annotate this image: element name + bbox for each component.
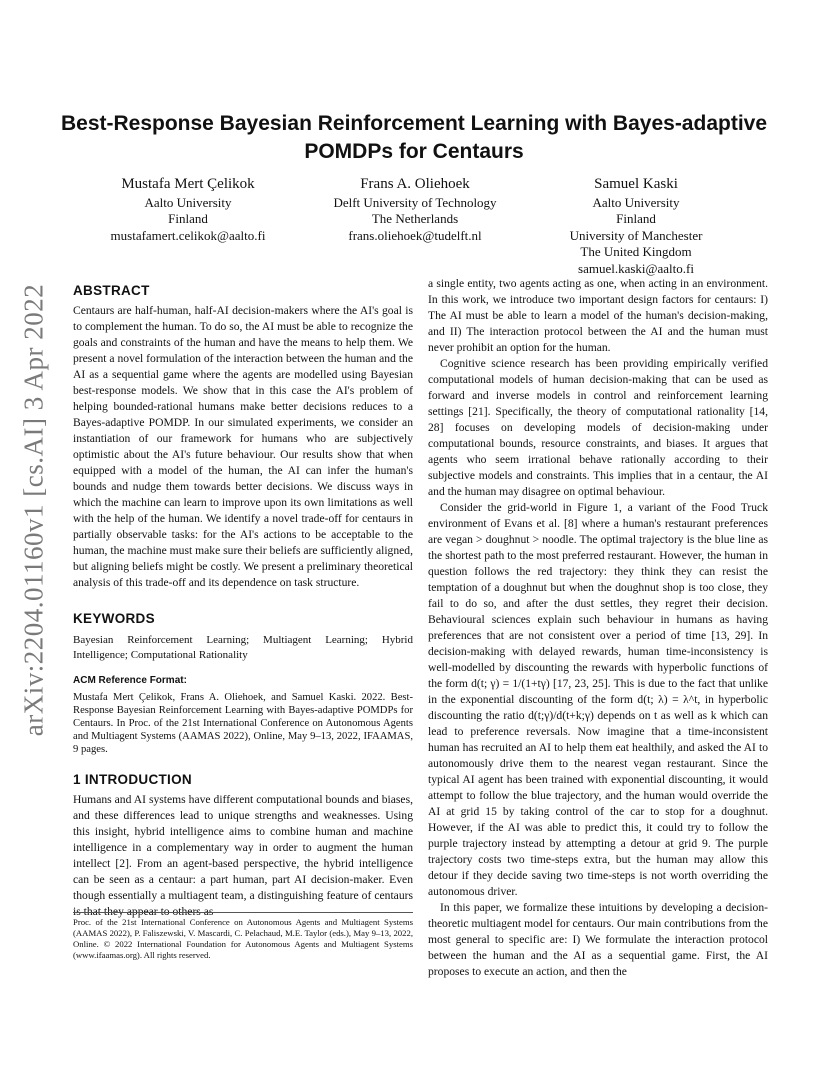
author-affiliation: Aalto University [592,195,680,210]
abstract-text: Centaurs are half-human, half-AI decision-makers where the AI's goal is to complement the human. To do so, the AI must be able to recognize the goals and constraints of the human and have the means to help them. We present a novel formulation of the interaction between the human and the AI as a sequential game where the agents are modelled using Bayesian best-response models. We show that in this case the AI's problem of helping bounded-rational humans make better decisions reduces to a Bayes-adaptive POMDP. In our simulated experiments, we consider an instantiation of our framework for humans who are subjectively optimistic about the AI's future behaviour. Our results show that when equipped with a model of the human, the AI can infer the human's bounds and nudge them towards better decisions. We discuss ways in which the machine can learn to improve upon its own limitations as well with the help of the human. We identify a novel trade-off for centaurs in partially observable tasks: for the AI's actions to be acceptable to the human, the machine must make sure their beliefs are sufficiently aligned, but aligning beliefs might be costly. We present a preliminary theoretical analysis of this trade-off and its dependence on task structure. [73,304,413,589]
body-paragraph: In this paper, we formalize these intuitions by developing a decision-theoretic multiagent model for centaurs. Our main contributions from the most general to specific are: I) We formulate the interaction protocol between the human and the AI as a sequential game. First, the AI proposes to execute an action, and then the [428,901,768,978]
right-column [428,276,768,980]
author-affiliation: University of Manchester [569,227,703,243]
author-affiliation: The Netherlands [371,211,459,227]
author-name: Samuel Kaski [594,176,678,192]
abstract-heading: ABSTRACT [73,283,150,298]
body-paragraph: a single entity, two agents acting as one, when acting in an environment. In this work, we introduce two important design factors for centaurs: I) The AI must be able to learn a model of the human's decision-making, and II) The interaction protocol between the AI and the human must never prohibit an option for the human. [428,277,768,354]
author-email: mustafamert.celikok@aalto.fi [110,227,266,243]
paper-title: Best-Response Bayesian Reinforcement Learning with Bayes-adaptive POMDPs for Centaurs [60,112,768,163]
author-affiliation: The United Kingdom [580,244,692,260]
keywords-heading: KEYWORDS [73,611,155,626]
body-paragraph: Consider the grid-world in Figure 1, a variant of the Food Truck environment of Evans et al. [8] where a human's restaurant preferences are vegan > doughnut > noodle. The optimal trajectory is the blue line as the shortest path to the most preferred restaurant. However, the human in question follows the red trajectory: they think they can resist the temptation of a doughnut but when the doughnut shop is too close, they fail to do so, and after the dust settles, they regret their decision. Behavioural sciences explain such behaviour in humans as having preferences that are not consistent over a period of time [13, 29]. In decision-making with delayed rewards, human time-inconsistency is well-modelled by discounting the rewards with hyperbolic functions of the form d(t; γ) = 1/(1+tγ) [17, 23, 25]. This is due to the fact that unlike in the exponential discounting of the form d(t; λ) = λ^t, in hyperbolic discounting the ratio d(t;γ)/d(t+k;γ) depends on t as well as k which can lead to preference reversals. Now imagine that a time-inconsistent human has recruited an AI to help them eat healthily, and asked the AI to autonomously drive them to the nearest vegan restaurant. Since the typical AI agent has been trained with exponential discounting, it would attempt to follow the blue trajectory, and the human would override the AI at grid 15 by taking control of the car to stop for a doughnut. However, if the AI was able to predict this, it could try to follow the purple trajectory instead by attempting a detour at grid 9. The purple trajectory costs two time-steps extra, but the human may allow this detour if they decide saving two time-steps is not worth overriding the autonomous driver. [428,501,768,898]
author-affiliation: Delft University of Technology [333,195,497,210]
arxiv-sidebar-stamp [14,283,54,737]
acm-reference-text: Mustafa Mert Çelikok, Frans A. Oliehoek, and Samuel Kaski. 2022. Best-Response Bayesian Reinforcement Learning with Bayes-adaptive POMDPs for Centaurs. In Proc. of the 21st International Conference on Autonomous Agents and Multiagent Systems (AAMAS 2022), Online, May 9–13, 2022, IFAAMAS, 9 pages. [73,692,413,755]
author-block-2 [315,175,515,244]
acm-reference-heading: ACM Reference Format: [73,675,187,686]
body-paragraph: Cognitive science research has been providing empirically verified computational models of human decision-making that can be used as forward and inverse models in control and reinforcement learning settings [21]. Specifically, the theory of computational rationality [14, 28] focuses on developing models of decision-making under computational bounds, resource constraints, and biases. It argues that agents who seem irrational behave rationally according to their subjective models and constraints. This implies that in a centaur, the AI and the human may disagree on optimal behaviour. [428,357,768,498]
author-block-1 [98,175,278,244]
author-name: Mustafa Mert Çelikok [121,176,255,192]
author-affiliation: Finland [616,211,656,227]
author-name: Frans A. Oliehoek [360,176,470,192]
author-email: frans.oliehoek@tudelft.nl [348,227,482,243]
author-email: samuel.kaski@aalto.fi [578,260,694,276]
arxiv-identifier: arXiv:2204.01160v1 [cs.AI] 3 Apr 2022 [18,283,49,737]
author-affiliation: Aalto University [144,195,232,210]
footnote: Proc. of the 21st International Conference on Autonomous Agents and Multiagent Systems (AAMAS 2022), P. Faliszewski, V. Mascardi, C. Pelachaud, M.E. Taylor (eds.), May 9–13, 2022, Online. © 2022 International Foundation for Autonomous Agents and Multiagent Systems (www.ifaamas.org). All rights reserved. [73,912,413,961]
introduction-paragraph: Humans and AI systems have different computational bounds and biases, and these differences lead to unique strengths and weaknesses. Using this insight, hybrid intelligence aims to combine human and machine intelligence in a complementary way in order to augment the human intellect [2]. From an agent-based perspective, the hybrid intelligence can be seen as a centaur: a part human, part AI decision-maker. Even though essentially a multiagent team, a distinguishing feature of centaurs is that they appear to others as [73,793,413,918]
introduction-heading: 1 INTRODUCTION [73,772,192,787]
author-block-3 [546,175,726,277]
left-column [73,283,413,920]
author-affiliation: Finland [168,211,208,227]
keywords-text: Bayesian Reinforcement Learning; Multiagent Learning; Hybrid Intelligence; Computational Rationality [73,634,413,661]
